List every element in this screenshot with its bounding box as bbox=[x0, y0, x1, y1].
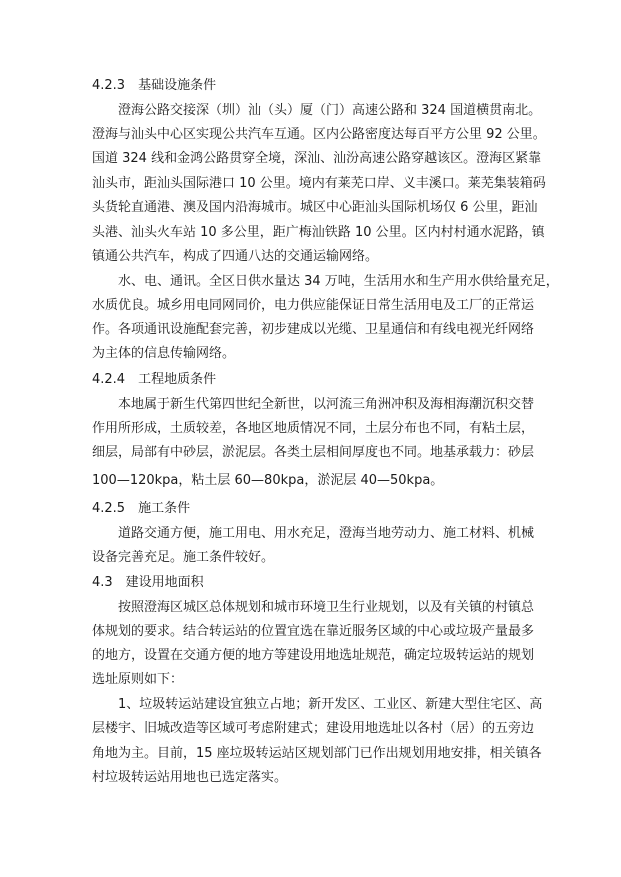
section-heading-4-2-5: 4.2.5 施工条件 bbox=[92, 501, 191, 516]
paragraph-line: 为主体的信息传输网络。 bbox=[92, 346, 236, 361]
paragraph-line: 作用所形成，土质较差，各地区地质情况不同，土层分布也不同，有粘土层， bbox=[92, 421, 535, 436]
paragraph-line: 头货轮直通港、澳及国内沿海城市。城区中心距汕头国际机场仅 6 公里，距汕 bbox=[92, 200, 538, 215]
paragraph-line: 细层，局部有中砂层，淤泥层。各类土层相间厚度也不同。地基承载力：砂层 bbox=[92, 445, 535, 460]
paragraph-line: 选址原则如下： bbox=[92, 672, 184, 687]
paragraph-line: 本地属于新生代第四世纪全新世，以河流三角洲冲积及海相海潮沉积交替 bbox=[118, 397, 535, 412]
paragraph-line: 作。各项通讯设施配套完善，初步建成以光缆、卫星通信和有线电视光纤网络 bbox=[92, 322, 535, 337]
paragraph-line: 角地为主。目前，15 座垃圾转运站区规划部门已作出规划用地安排，相关镇各 bbox=[92, 746, 542, 761]
paragraph-line: 头港、汕头火车站 10 多公里，距广梅汕铁路 10 公里。区内村村通水泥路，镇 bbox=[92, 225, 545, 240]
section-heading-4-2-3: 4.2.3 基础设施条件 bbox=[92, 78, 217, 93]
paragraph-line: 的地方，设置在交通方便的地方等建设用地选址规范，确定垃圾转运站的规划 bbox=[92, 648, 535, 663]
paragraph-line: 水、电、通讯。全区日供水量达 34 万吨，生活用水和生产用水供给量充足， bbox=[118, 274, 559, 289]
paragraph-line: 镇通公共汽车，构成了四通八达的交通运输网络。 bbox=[92, 249, 379, 264]
paragraph-line: 按照澄海区城区总体规划和城市环境卫生行业规划，以及有关镇的村镇总 bbox=[118, 600, 535, 615]
paragraph-line: 100—120kpa，粘土层 60—80kpa，淤泥层 40—50kpa。 bbox=[92, 473, 444, 488]
paragraph-line: 国道 324 线和金鸿公路贯穿全境，深汕、汕汾高速公路穿越该区。澄海区紧靠 bbox=[92, 151, 542, 166]
paragraph-line: 道路交通方便，施工用电、用水充足，澄海当地劳动力、施工材料、机械 bbox=[118, 526, 535, 541]
section-heading-4-3: 4.3 建设用地面积 bbox=[92, 575, 204, 590]
paragraph-line: 层楼宇、旧城改造等区域可考虑附建式；建设用地选址以各村（居）的五旁边 bbox=[92, 721, 535, 736]
paragraph-line: 1、垃圾转运站建设宜独立占地；新开发区、工业区、新建大型住宅区、高 bbox=[118, 697, 543, 712]
paragraph-line: 澄海与汕头中心区实现公共汽车互通。区内公路密度达每百平方公里 92 公里。 bbox=[92, 127, 546, 142]
paragraph-line: 设备完善充足。施工条件较好。 bbox=[92, 550, 275, 565]
section-heading-4-2-4: 4.2.4 工程地质条件 bbox=[92, 372, 217, 387]
paragraph-line: 体规划的要求。结合转运站的位置宜选在靠近服务区域的中心或垃圾产量最多 bbox=[92, 624, 535, 639]
paragraph-line: 水质优良。城乡用电同网同价，电力供应能保证日常生活用电及工厂的正常运 bbox=[92, 298, 535, 313]
paragraph-line: 澄海公路交接深（圳）汕（头）厦（门）高速公路和 324 国道横贯南北。 bbox=[118, 103, 542, 118]
paragraph-line: 村垃圾转运站用地也已选定落实。 bbox=[92, 770, 288, 785]
paragraph-line: 汕头市，距汕头国际港口 10 公里。境内有莱芜口岸、义丰溪口。莱芜集装箱码 bbox=[92, 176, 546, 191]
